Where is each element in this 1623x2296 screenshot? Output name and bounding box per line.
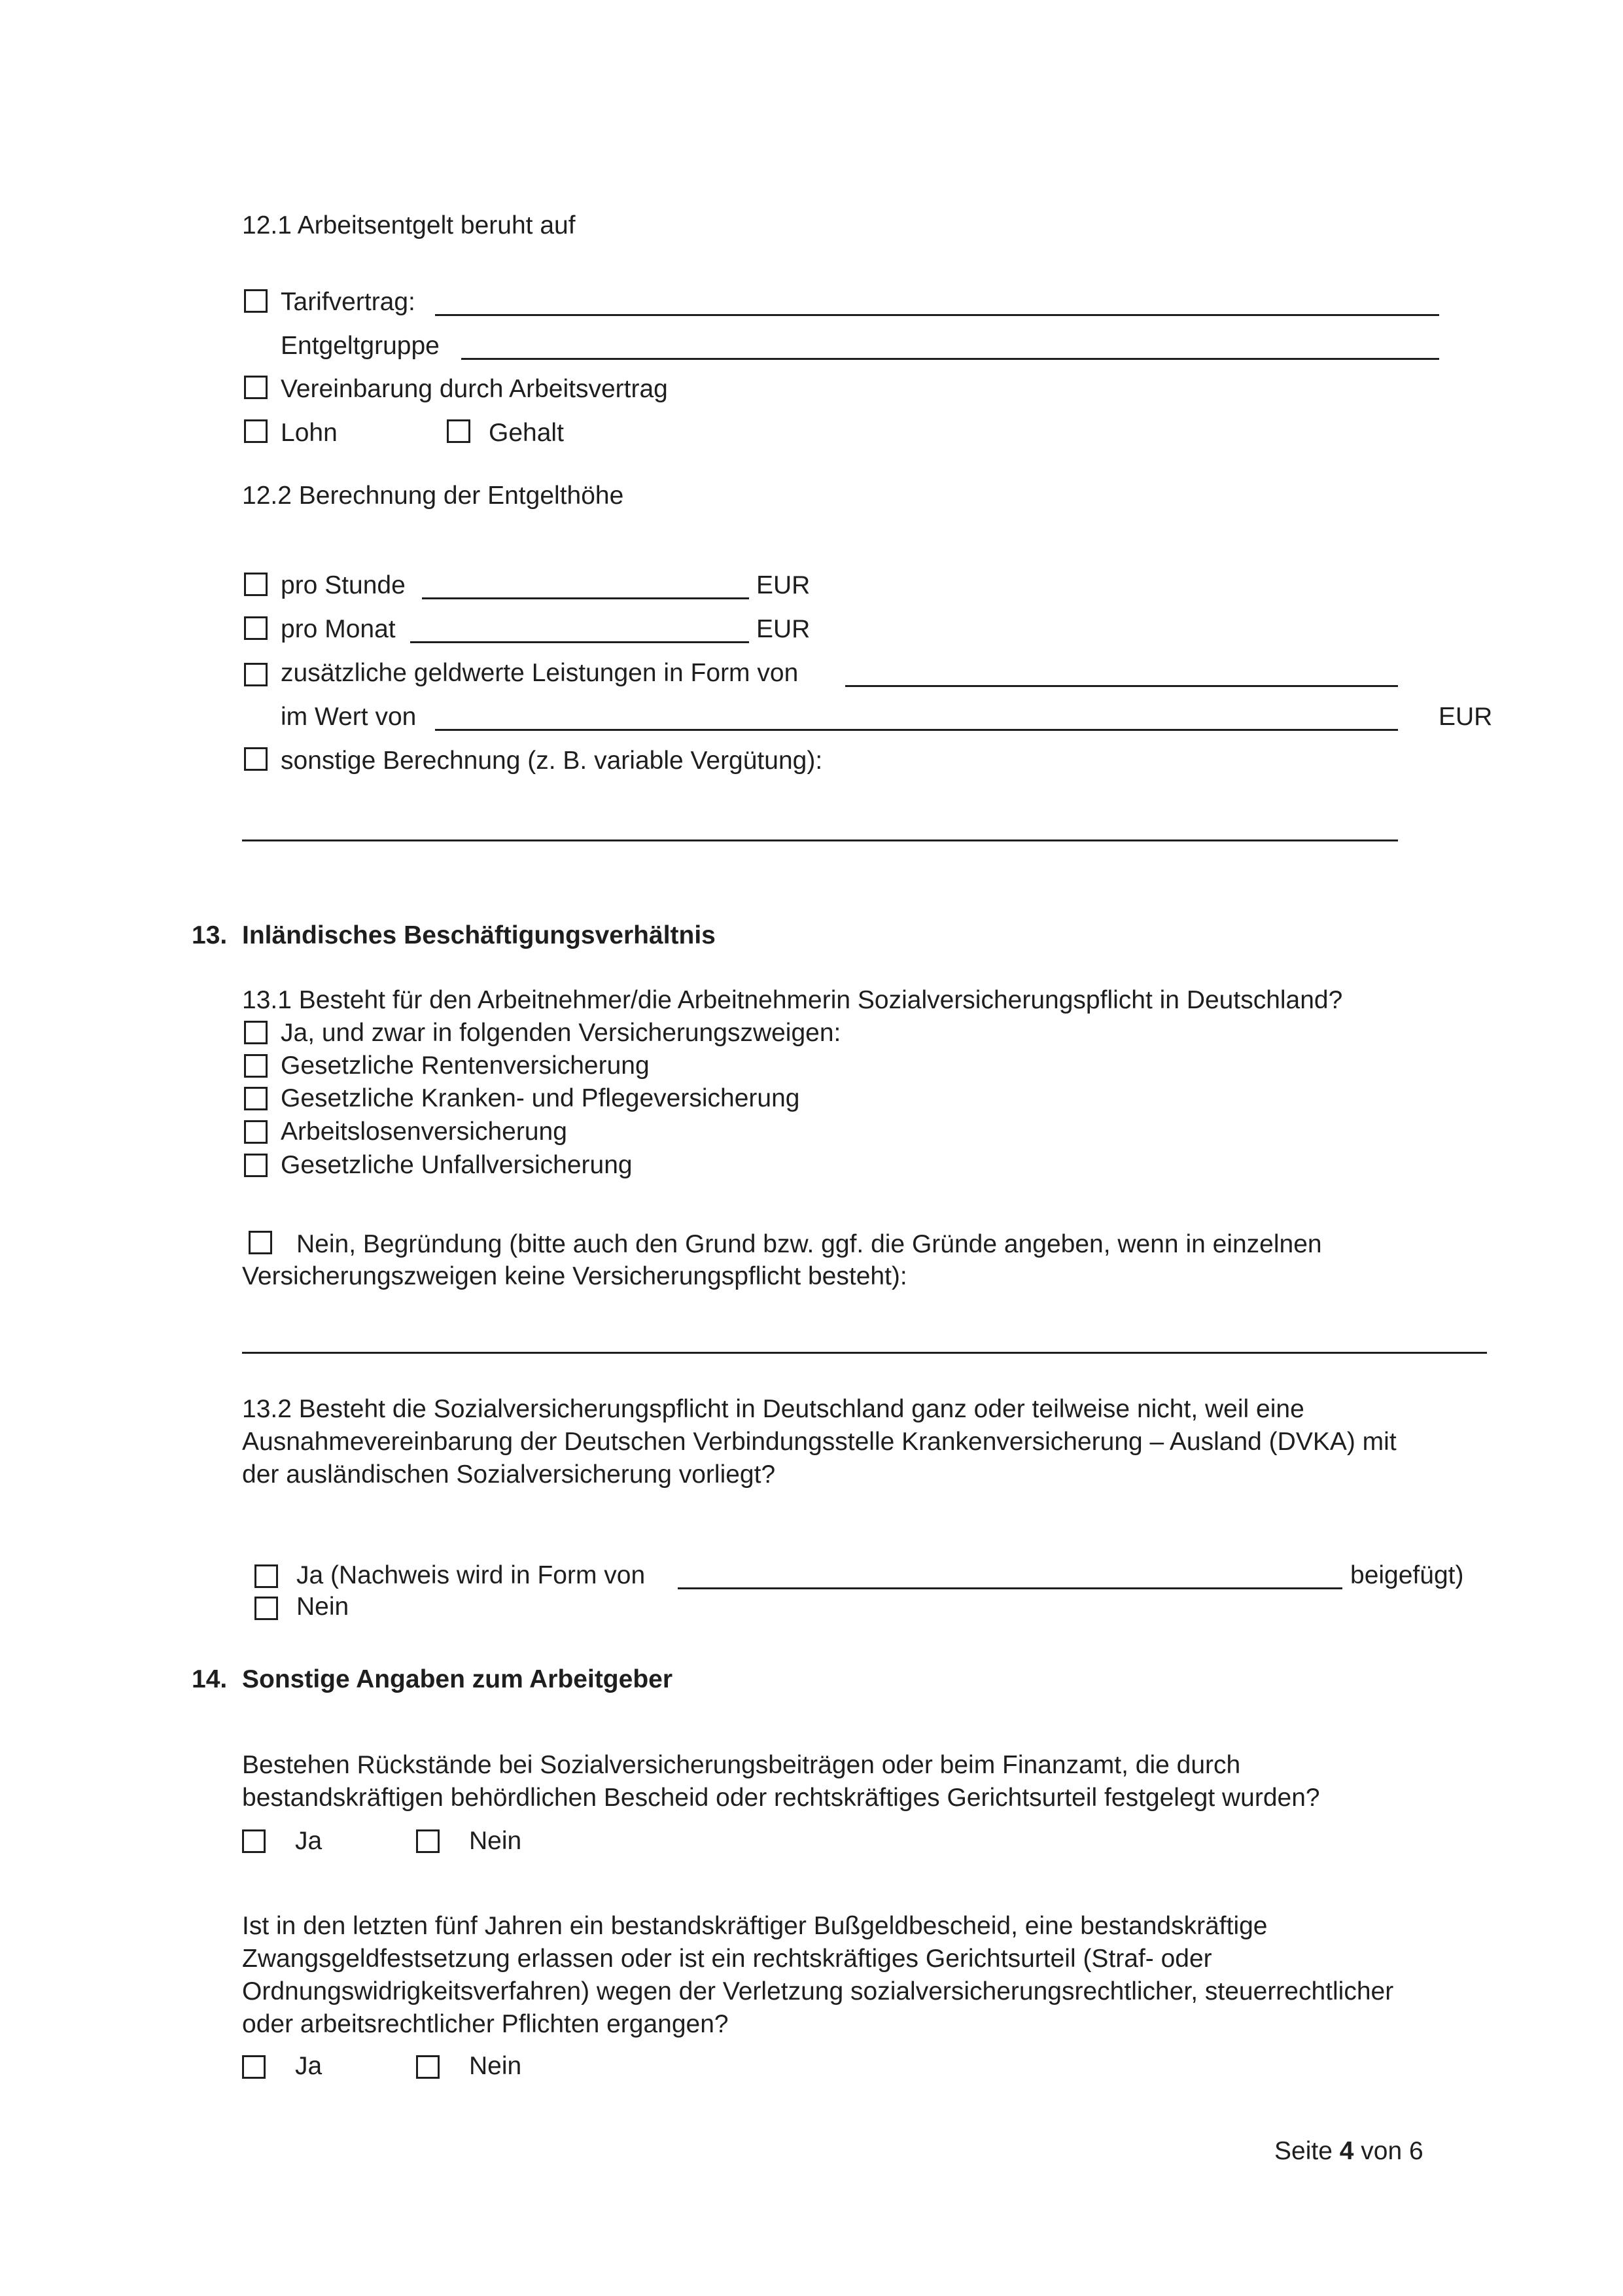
pro-stunde-input-line[interactable] bbox=[422, 597, 749, 599]
section-12-1-title: 12.1 Arbeitsentgelt beruht auf bbox=[242, 211, 576, 239]
sonstige-label: sonstige Berechnung (z. B. variable Vergütung): bbox=[281, 747, 823, 775]
arbeitslos-label: Arbeitslosenversicherung bbox=[281, 1118, 567, 1146]
pro-monat-input-line[interactable] bbox=[410, 641, 749, 643]
question-14-2-line-3: Ordnungswidrigkeitsverfahren) wegen der Verletzung sozialversicherungsrechtlicher, steuerrechtlicher bbox=[242, 1977, 1394, 2005]
nein-begruendung-label-1: Nein, Begründung (bitte auch den Grund bzw. ggf. die Gründe angeben, wenn in einzelnen bbox=[296, 1230, 1322, 1258]
bussgeld-ja-label: Ja bbox=[295, 2052, 323, 2080]
tarifvertrag-checkbox[interactable] bbox=[244, 289, 268, 313]
pro-stunde-currency: EUR bbox=[756, 571, 811, 599]
section-12-2-title: 12.2 Berechnung der Entgelthöhe bbox=[242, 482, 624, 510]
section-13-number: 13. bbox=[192, 921, 228, 949]
section-14-number: 14. bbox=[192, 1665, 228, 1693]
question-13-2-line-3: der ausländischen Sozialversicherung vorliegt? bbox=[242, 1460, 776, 1489]
ja-zweige-checkbox[interactable] bbox=[244, 1021, 268, 1044]
gehalt-label: Gehalt bbox=[489, 419, 564, 447]
kranken-checkbox[interactable] bbox=[244, 1087, 268, 1110]
pro-monat-checkbox[interactable] bbox=[244, 616, 268, 640]
nein-begruendung-checkbox[interactable] bbox=[249, 1231, 272, 1254]
rueckstaende-nein-label: Nein bbox=[469, 1827, 522, 1855]
pro-stunde-checkbox[interactable] bbox=[244, 573, 268, 596]
entgeltgruppe-input-line[interactable] bbox=[461, 358, 1439, 360]
entgeltgruppe-label: Entgeltgruppe bbox=[281, 332, 440, 360]
question-13-2-line-2: Ausnahmevereinbarung der Deutschen Verbindungsstelle Krankenversicherung – Ausland (DVKA) mit bbox=[242, 1428, 1397, 1456]
question-13-1: 13.1 Besteht für den Arbeitnehmer/die Arbeitnehmerin Sozialversicherungspflicht in Deutschland? bbox=[242, 986, 1343, 1014]
rente-checkbox[interactable] bbox=[244, 1054, 268, 1078]
page-number-total: von 6 bbox=[1361, 2137, 1423, 2165]
im-wert-von-currency: EUR bbox=[1439, 703, 1493, 731]
pro-stunde-label: pro Stunde bbox=[281, 571, 406, 599]
page-number-prefix: Seite bbox=[1274, 2137, 1333, 2165]
nein-13-2-label: Nein bbox=[296, 1593, 349, 1621]
section-13-title: Inländisches Beschäftigungsverhältnis bbox=[242, 921, 716, 949]
page-number-current: 4 bbox=[1339, 2137, 1354, 2165]
question-14-2-line-2: Zwangsgeldfestsetzung erlassen oder ist ein rechtskräftiges Gerichtsurteil (Straf- oder bbox=[242, 1945, 1212, 1973]
pro-monat-currency: EUR bbox=[756, 615, 811, 643]
question-14-1-line-1: Bestehen Rückstände bei Sozialversicherungsbeiträgen oder beim Finanzamt, die durch bbox=[242, 1751, 1241, 1779]
ja-nachweis-checkbox[interactable] bbox=[254, 1564, 278, 1588]
zusaetzliche-input-line[interactable] bbox=[845, 685, 1398, 687]
beigefuegt-label: beigefügt) bbox=[1350, 1561, 1464, 1589]
im-wert-von-label: im Wert von bbox=[281, 703, 417, 731]
kranken-label: Gesetzliche Kranken- und Pflegeversicherung bbox=[281, 1084, 800, 1112]
page-number bbox=[1274, 2137, 1423, 2166]
unfall-label: Gesetzliche Unfallversicherung bbox=[281, 1151, 633, 1179]
rente-label: Gesetzliche Rentenversicherung bbox=[281, 1051, 650, 1080]
bussgeld-ja-checkbox[interactable] bbox=[242, 2055, 266, 2079]
rueckstaende-nein-checkbox[interactable] bbox=[416, 1829, 440, 1853]
bussgeld-nein-label: Nein bbox=[469, 2052, 522, 2080]
rueckstaende-ja-label: Ja bbox=[295, 1827, 323, 1855]
section-14-title: Sonstige Angaben zum Arbeitgeber bbox=[242, 1665, 673, 1693]
ja-nachweis-label: Ja (Nachweis wird in Form von bbox=[296, 1561, 646, 1589]
tarifvertrag-label: Tarifvertrag: bbox=[281, 288, 415, 316]
zusaetzliche-checkbox[interactable] bbox=[244, 663, 268, 686]
sonstige-input-line[interactable] bbox=[242, 839, 1398, 841]
lohn-checkbox[interactable] bbox=[244, 419, 268, 443]
question-14-1-line-2: bestandskräftigen behördlichen Bescheid oder rechtskräftiges Gerichtsurteil festgelegt wurden? bbox=[242, 1784, 1320, 1812]
pro-monat-label: pro Monat bbox=[281, 615, 396, 643]
vereinbarung-label: Vereinbarung durch Arbeitsvertrag bbox=[281, 375, 668, 403]
zusaetzliche-label: zusätzliche geldwerte Leistungen in Form von bbox=[281, 659, 799, 687]
rueckstaende-ja-checkbox[interactable] bbox=[242, 1829, 266, 1853]
bussgeld-nein-checkbox[interactable] bbox=[416, 2055, 440, 2079]
arbeitslos-checkbox[interactable] bbox=[244, 1120, 268, 1144]
nachweis-input-line[interactable] bbox=[678, 1587, 1342, 1589]
sonstige-checkbox[interactable] bbox=[244, 747, 268, 771]
nein-13-2-checkbox[interactable] bbox=[254, 1597, 278, 1620]
question-14-2-line-1: Ist in den letzten fünf Jahren ein bestandskräftiger Bußgeldbescheid, eine bestandskräftige bbox=[242, 1912, 1268, 1940]
lohn-label: Lohn bbox=[281, 419, 338, 447]
nein-begruendung-input-line[interactable] bbox=[242, 1352, 1487, 1354]
ja-zweige-label: Ja, und zwar in folgenden Versicherungszweigen: bbox=[281, 1019, 841, 1047]
nein-begruendung-label-2: Versicherungszweigen keine Versicherungspflicht besteht): bbox=[242, 1262, 907, 1290]
unfall-checkbox[interactable] bbox=[244, 1154, 268, 1177]
vereinbarung-checkbox[interactable] bbox=[244, 376, 268, 399]
tarifvertrag-input-line[interactable] bbox=[435, 314, 1439, 316]
question-13-2-line-1: 13.2 Besteht die Sozialversicherungspflicht in Deutschland ganz oder teilweise nicht, weil eine bbox=[242, 1395, 1304, 1423]
im-wert-von-input-line[interactable] bbox=[435, 729, 1398, 731]
gehalt-checkbox[interactable] bbox=[447, 419, 470, 443]
question-14-2-line-4: oder arbeitsrechtlicher Pflichten ergangen? bbox=[242, 2010, 729, 2038]
